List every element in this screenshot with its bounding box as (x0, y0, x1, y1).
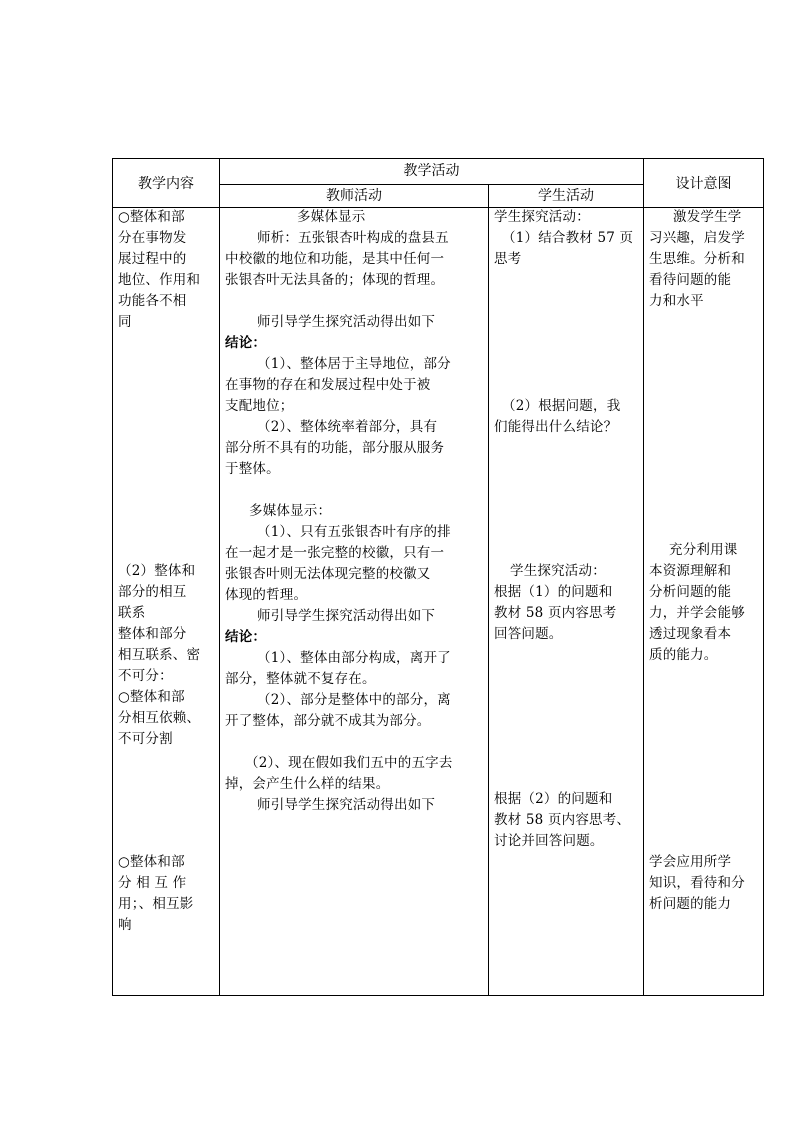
content-cell (118, 852, 216, 936)
teacher-line: 多媒体显示： (249, 503, 332, 519)
content-line: 联系 (118, 605, 146, 621)
design-line: 生思维。分析和 (649, 251, 745, 267)
teacher-line: 在事物的存在和发展过程中处于被 (225, 377, 431, 393)
header-content: 教学内容 (138, 176, 194, 192)
teacher-line: 师析：五张银杏叶构成的盘县五 (257, 230, 449, 246)
teacher-line: （2）、现在假如我们五中的五字去 (245, 755, 453, 771)
content-line: （2）整体和 (118, 563, 196, 579)
teacher-line: 支配地位； (225, 398, 294, 414)
teacher-line: 师引导学生探究活动得出如下 (257, 314, 436, 330)
content-line: ○整体和部 (118, 689, 185, 705)
teacher-line: 体现的哲理。 (225, 587, 308, 603)
teacher-line: 部分，整体就不复存在。 (225, 671, 376, 687)
student-line: 讨论并回答问题。 (494, 833, 604, 849)
student-line: 思考 (494, 251, 522, 267)
content-line: 展过程中的 (118, 251, 187, 267)
content-line: 功能各不相 (118, 293, 187, 309)
design-cell (649, 540, 761, 666)
design-line: 质的能力。 (649, 647, 718, 663)
student-line: 学生探究活动： (510, 563, 606, 579)
teacher-line: 开了整体，部分就不成其为部分。 (225, 713, 431, 729)
teacher-line: 张银杏叶则无法体现完整的校徽又 (225, 566, 431, 582)
design-line: 析问题的能力 (649, 896, 732, 912)
teacher-line: 中校徽的地位和功能，是其中任何一 (225, 251, 445, 267)
header-activity: 教学活动 (403, 163, 460, 179)
content-line: 分 相 互 作 (118, 875, 187, 891)
student-line: 教材 58 页内容思考、 (494, 812, 631, 828)
design-line: 力和水平 (649, 293, 704, 309)
teacher-line: （2）、部分是整体中的部分，离 (257, 692, 451, 708)
student-line: 学生探究活动： (494, 209, 590, 225)
teacher-line: 在一起才是一张完整的校徽，只有一 (225, 545, 445, 561)
teacher-line: （1）、整体居于主导地位，部分 (257, 356, 451, 372)
content-line: 分在事物发 (118, 230, 187, 246)
design-cell (649, 852, 761, 915)
content-line: 用；、相互影 (118, 896, 194, 912)
student-line: 回答问题。 (494, 626, 563, 642)
design-line: 习兴趣，启发学 (649, 230, 745, 246)
content-line: 相互联系、密 (118, 647, 201, 663)
student-line: 教材 58 页内容思考 (494, 605, 617, 621)
teacher-line: 于整体。 (225, 461, 280, 477)
content-line: ○整体和部 (118, 854, 185, 870)
teacher-line: 师引导学生探究活动得出如下 (257, 797, 436, 813)
teacher-line: 多媒体显示 (297, 209, 366, 225)
content-line: 响 (118, 917, 132, 933)
design-line: 看待问题的能 (649, 272, 732, 288)
student-cell (494, 789, 640, 852)
design-line: 分析问题的能 (649, 584, 732, 600)
content-line: 同 (118, 314, 132, 330)
design-line: 力，并学会能够 (649, 605, 745, 621)
teacher-line: （2）、整体统率着部分，具有 (257, 419, 438, 435)
design-cell (649, 207, 761, 312)
teacher-line: 结论： (225, 335, 267, 351)
content-line: 地位、作用和 (118, 272, 201, 288)
teacher-line: 师引导学生探究活动得出如下 (257, 608, 436, 624)
design-line: 本资源理解和 (649, 563, 732, 579)
header-teacher: 教师活动 (326, 188, 382, 204)
teacher-line: 张银杏叶无法具备的；体现的哲理。 (225, 272, 445, 288)
student-cell (494, 396, 640, 438)
student-line: 根据（1）的问题和 (494, 584, 613, 600)
content-line: 不可分： (118, 668, 173, 684)
content-line: 分相互依赖、 (118, 710, 201, 726)
header-student: 学生活动 (538, 188, 594, 204)
design-line: 激发学生学 (673, 209, 742, 225)
teacher-line: 结论： (225, 629, 267, 645)
teacher-line: 部分所不具有的功能，部分服从服务 (225, 440, 445, 456)
student-line: 根据（2）的问题和 (494, 791, 613, 807)
design-line: 知识，看待和分 (649, 875, 745, 891)
teacher-cell (225, 207, 485, 816)
content-line: 整体和部分 (118, 626, 187, 642)
teacher-line: （1）、整体由部分构成，离开了 (257, 650, 451, 666)
student-cell (494, 207, 640, 270)
design-line: 透过现象看本 (649, 626, 732, 642)
content-cell (118, 561, 216, 750)
student-line: 们能得出什么结论？ (494, 419, 618, 435)
student-line: （1）结合教材 57 页 (502, 230, 634, 246)
design-line: 充分利用课 (669, 542, 738, 558)
teacher-line: 掉，会产生什么样的结果。 (225, 776, 390, 792)
content-cell (118, 207, 216, 333)
teacher-line: （1）、只有五张银杏叶有序的排 (257, 524, 451, 540)
student-cell (494, 561, 640, 645)
content-line: 不可分割 (118, 731, 173, 747)
content-line: ○整体和部 (118, 209, 185, 225)
header-design: 设计意图 (675, 176, 732, 192)
content-line: 部分的相互 (118, 584, 187, 600)
design-line: 学会应用所学 (649, 854, 732, 870)
student-line: （2）根据问题，我 (502, 398, 621, 414)
